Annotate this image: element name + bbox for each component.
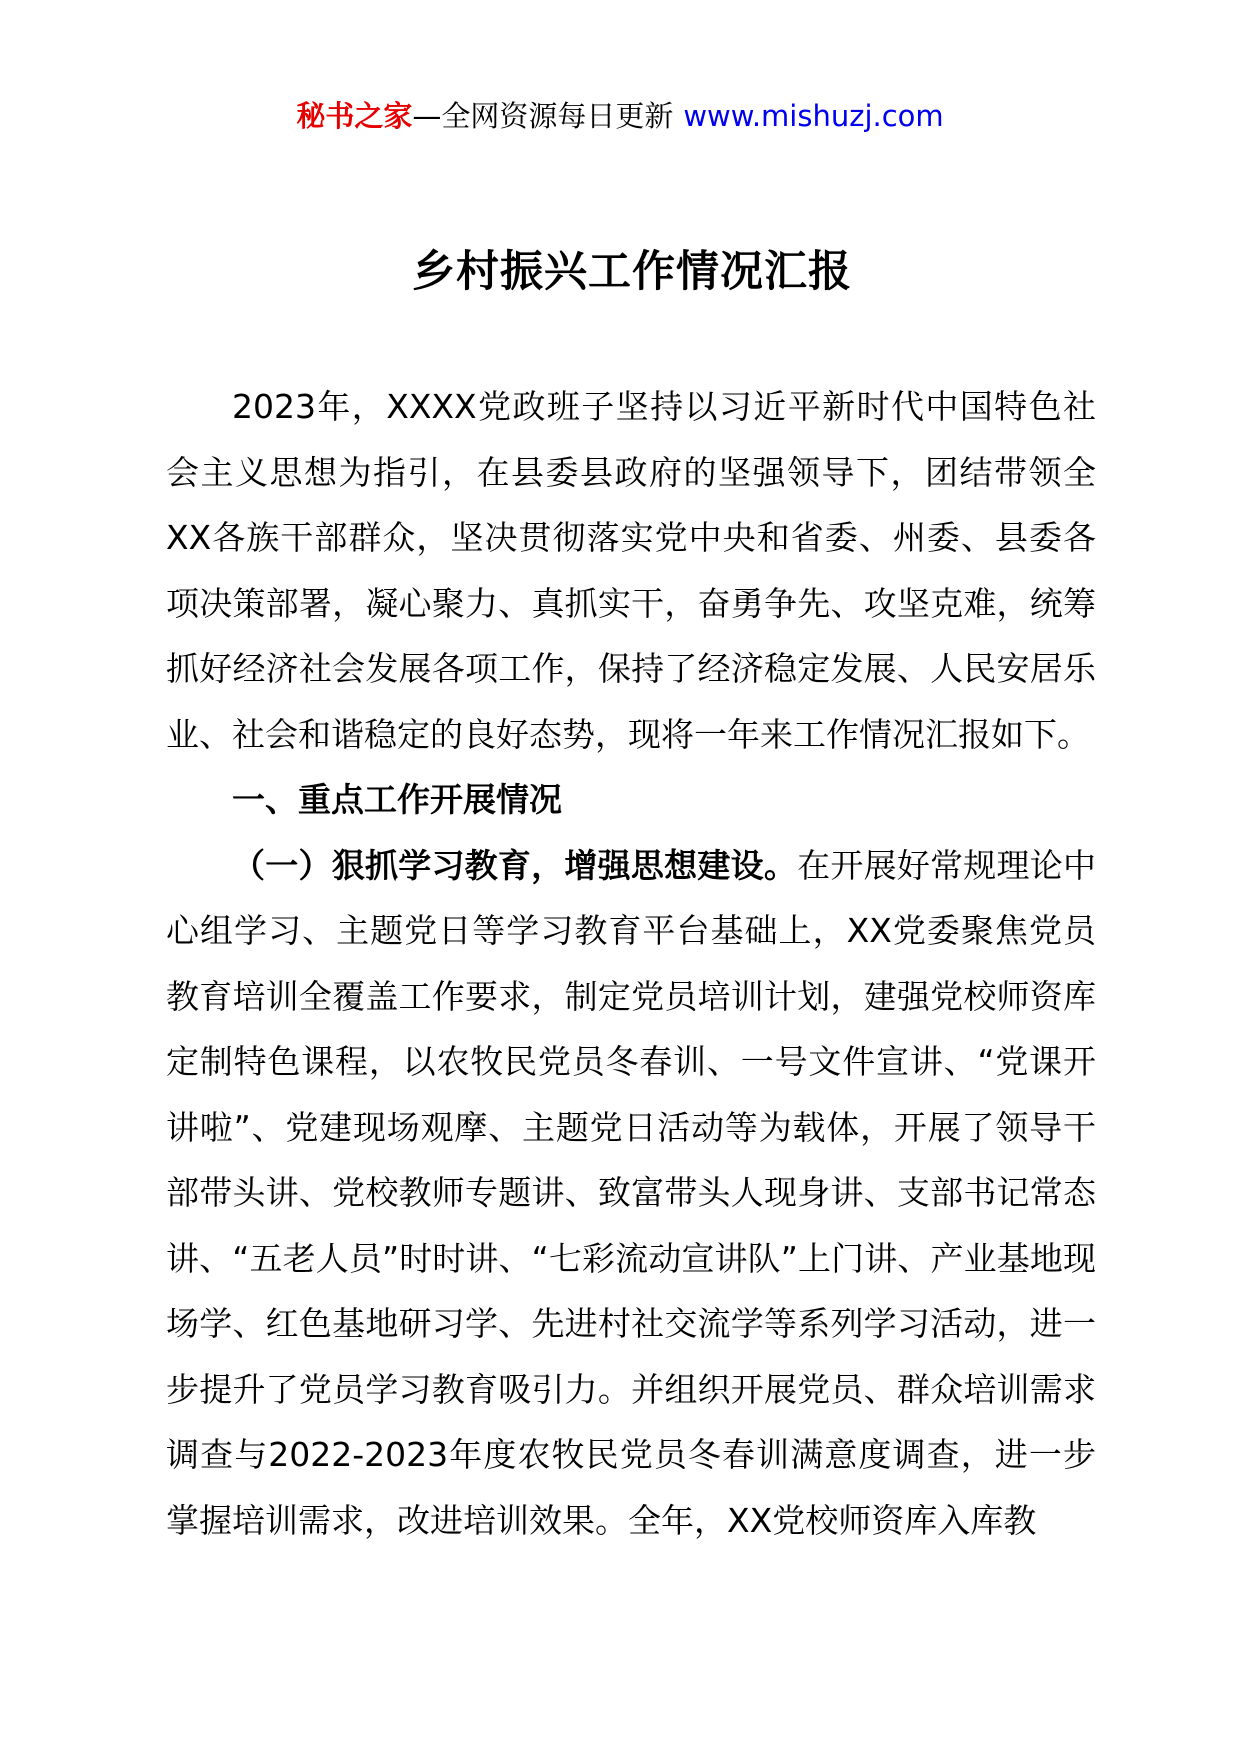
document-body — [166, 374, 1096, 1553]
subsection-body: 在开展好常规理论中心组学习、主题党日等学习教育平台基础上，XX党委聚焦党员教育培训全覆盖工作要求，制定党员培训计划，建强党校师资库定制特色课程，以农牧民党员冬春训、一号文件宣讲、“党课开讲啦”、党建现场观摩、主题党日活动等为载体，开展了领导干部带头讲、党校教师专题讲、致富带头人现身讲、支部书记常态讲、“五老人员”时时讲、“七彩流动宣讲队”上门讲、产业基地现场学、红色基地研习学、先进村社交流学等系列学习活动，进一步提升了党员学习教育吸引力。并组织开展党员、群众培训需求调查与2022-2023年度农牧民党员冬春训满意度调查，进一步掌握培训需求，改进培训效果。全年，XX党校师资库入库教 — [166, 845, 1097, 1540]
site-header — [0, 96, 1240, 136]
site-url-link[interactable]: www.mishuzj.com — [683, 99, 944, 133]
intro-paragraph: 2023年，XXXX党政班子坚持以习近平新时代中国特色社会主义思想为指引，在县委县政府的坚强领导下，团结带领全XX各族干部群众，坚决贯彻落实党中央和省委、州委、县委各项决策部署，凝心聚力、真抓实干，奋勇争先、攻坚克难，统筹抓好经济社会发展各项工作，保持了经济稳定发展、人民安居乐业、社会和谐稳定的良好态势，现将一年来工作情况汇报如下。 — [166, 387, 1096, 754]
site-brand: 秘书之家 — [296, 99, 413, 133]
site-tagline: —全网资源每日更新 — [412, 99, 674, 133]
subsection-heading: （一）狠抓学习教育，增强思想建设。 — [232, 845, 798, 885]
subsection-paragraph — [166, 833, 1096, 1554]
document-title: 乡村振兴工作情况汇报 — [412, 247, 852, 297]
section-heading: 一、重点工作开展情况 — [232, 780, 562, 819]
